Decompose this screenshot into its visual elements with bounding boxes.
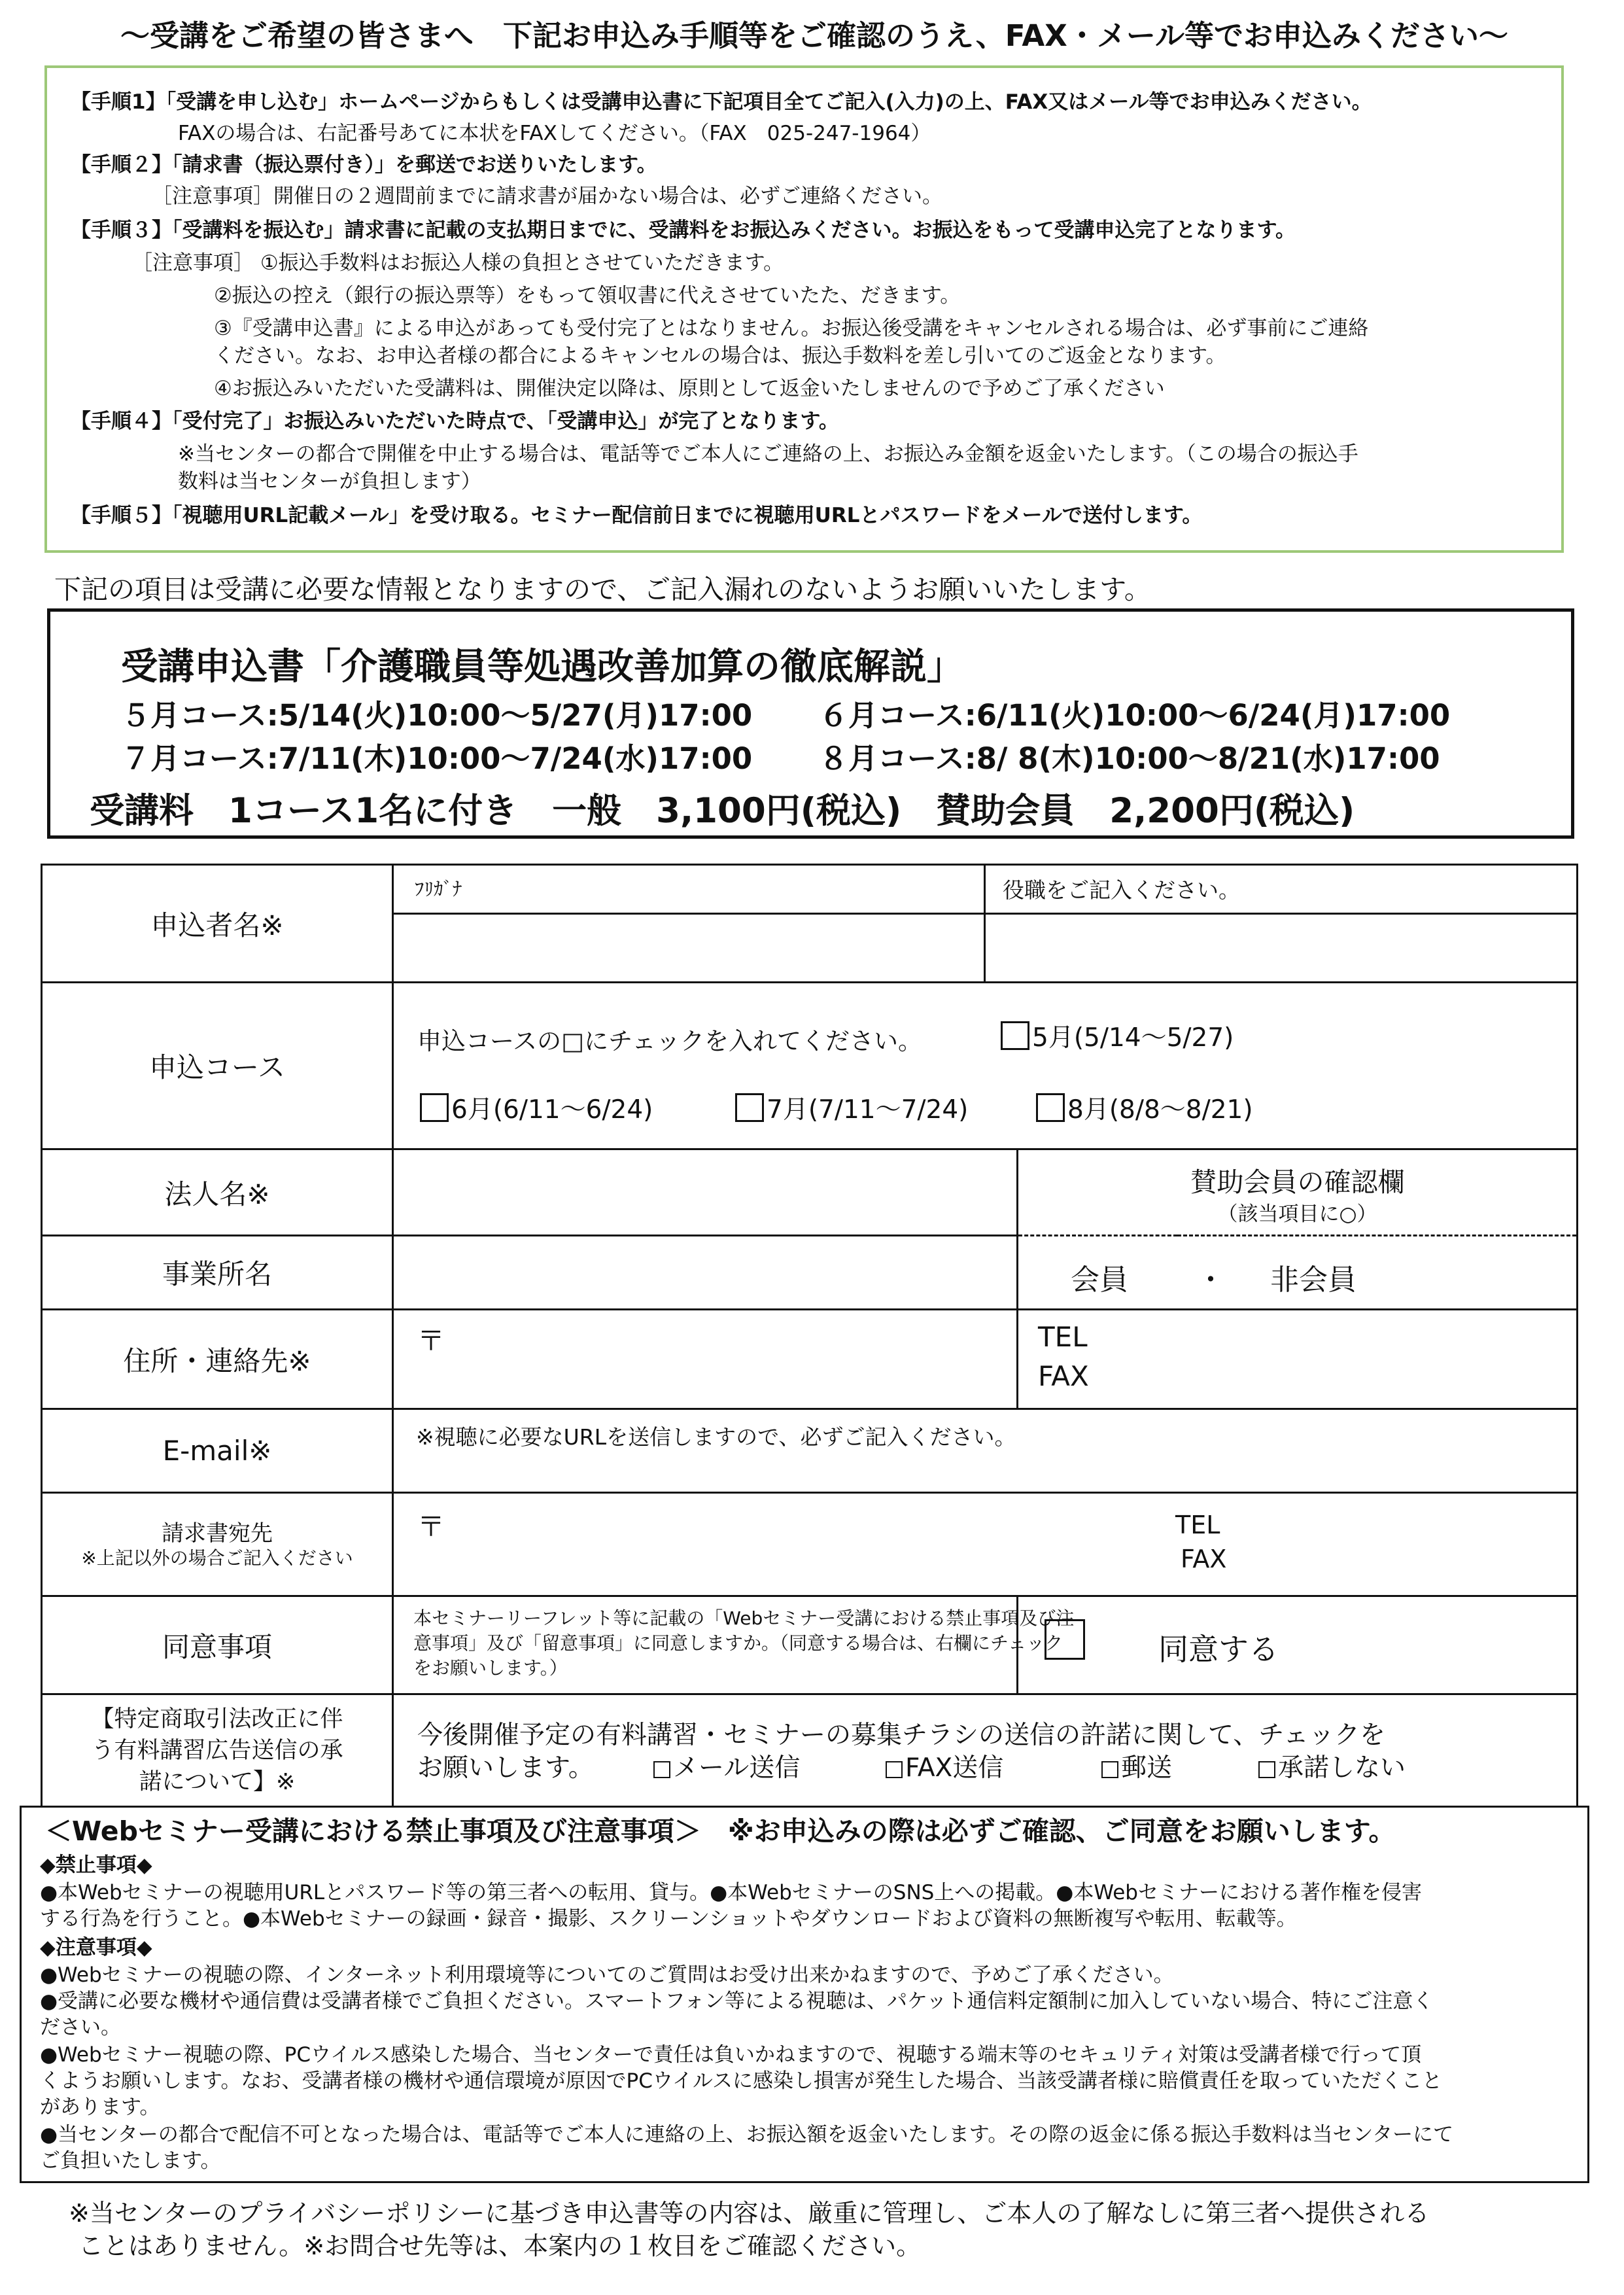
- invoice-postal-mark: 〒: [417, 1511, 445, 1543]
- furigana-field[interactable]: [393, 865, 985, 914]
- ad-option-refuse[interactable]: 承諾しない: [1258, 1747, 1406, 1784]
- rules-title: ＜Webセミナー受講における禁止事項及び注意事項＞ ※お申込みの際は必ずご確認、ご同意をお願いします。: [45, 1815, 1396, 1847]
- checkbox-icon[interactable]: [1258, 1761, 1275, 1778]
- procedure-step4-note-b: 数料は当センターが負担します）: [178, 470, 481, 493]
- checkbox-icon[interactable]: [735, 1093, 764, 1122]
- ad-consent-label-line3: 諾について】※: [139, 1768, 296, 1795]
- consent-text-line1: 本セミナーリーフレット等に記載の「Webセミナー受講における禁止事項及び注: [413, 1607, 1075, 1629]
- caution-line4b: ご負担いたします。: [40, 2149, 221, 2173]
- course-cell: [393, 983, 1578, 1149]
- invoice-address-field[interactable]: [393, 1493, 1578, 1596]
- email-note: ※視聴に必要なURLを送信しますので、必ずご記入ください。: [416, 1424, 1016, 1450]
- checkbox-icon[interactable]: [1101, 1761, 1118, 1778]
- office-field[interactable]: [393, 1236, 1018, 1310]
- ad-option-post[interactable]: 郵送: [1101, 1747, 1172, 1784]
- ad-option-email[interactable]: メール送信: [653, 1747, 800, 1784]
- phone-fax-field[interactable]: [1018, 1310, 1578, 1409]
- member-separator: ・: [1196, 1263, 1225, 1297]
- course-fee: 受講料 1コース1名に付き 一般 3,100円(税込) 賛助会員 2,200円(税込): [90, 791, 1355, 831]
- procedure-step2: 【手順２】「請求書（振込票付き）」を郵送でお送りいたします。: [71, 153, 657, 177]
- member-confirm-cell: [1018, 1149, 1578, 1236]
- caution-line2b: ださい。: [40, 2016, 121, 2039]
- course-label: 申込コース: [42, 983, 393, 1149]
- checkbox-icon[interactable]: [1001, 1021, 1029, 1050]
- member-status-cell: [1018, 1236, 1578, 1310]
- course-jul: ７月コース:7/11(木)10:00～7/24(水)17:00: [121, 741, 753, 776]
- course-aug: ８月コース:8/ 8(木)10:00～8/21(水)17:00: [819, 741, 1440, 776]
- member-confirm-sub: （該当項目に○）: [1217, 1202, 1377, 1226]
- procedure-step3-note3b: ください。なお、お申込者様の都合によるキャンセルの場合は、振込手数料を差し引いてのご返金となります。: [214, 344, 1226, 368]
- procedure-box: [44, 65, 1564, 553]
- applicant-name-label: 申込者名※: [42, 865, 393, 983]
- consent-agree-label: 同意する: [1158, 1632, 1279, 1667]
- caution-line2a: ●受講に必要な機材や通信費は受講者様でご負担ください。スマートフォン等による視聴は、パケット通信料定額制に加入していない場合、特にご注意く: [40, 1989, 1434, 2013]
- checkbox-icon[interactable]: [653, 1761, 670, 1778]
- procedure-step2-note: ［注意事項］開催日の２週間前までに請求書が届かない場合は、必ずご連絡ください。: [152, 184, 942, 208]
- invoice-sub: ※上記以外の場合ご記入ください: [81, 1547, 353, 1569]
- fax-label: FAX: [1038, 1360, 1089, 1392]
- email-field[interactable]: [393, 1409, 1578, 1493]
- course-option-jun[interactable]: 6月(6/11～6/24): [420, 1089, 653, 1126]
- procedure-step1-note: FAXの場合は、右記番号あてに本状をFAXしてください。（FAX 025-247-1964）: [178, 122, 931, 145]
- prohibited-line2: する行為を行うこと。●本Webセミナーの録画・録音・撮影、スクリーンショットやダウンロードおよび資料の無断複写や転用、転載等。: [40, 1907, 1297, 1931]
- tel-label: TEL: [1038, 1321, 1088, 1353]
- intro-text: 下記の項目は受講に必要な情報となりますので、ご記入漏れのないようお願いいたします。: [54, 574, 1151, 605]
- application-form: [41, 864, 1578, 1808]
- privacy-note-line2: ことはありません。※お問合せ先等は、本案内の１枚目をご確認ください。: [78, 2232, 922, 2260]
- ad-consent-label-line2: う有料講習広告送信の承: [91, 1737, 343, 1764]
- caution-line4a: ●当センターの都合で配信不可となった場合は、電話等でご本人に連絡の上、お振込額を返金いたします。その際の返金に係る振込手数料は当センターにて: [40, 2123, 1454, 2146]
- ad-consent-text-line1: 今後開催予定の有料講習・セミナーの募集チラシの送信の許諾に関して、チェックを: [417, 1721, 1386, 1750]
- procedure-step3-note3a: ③『受講申込書』による申込があっても受付完了とはなりません。お振込後受講をキャンセルされる場合は、必ず事前にご連絡: [214, 317, 1369, 340]
- page-header: ～受講をご希望の皆さまへ 下記お申込み手順等をご確認のうえ、FAX・メール等でお申込みください～: [120, 18, 1508, 53]
- title-box: [47, 608, 1574, 839]
- position-hint-cell: [985, 865, 1578, 914]
- email-label: E-mail※: [42, 1409, 393, 1493]
- consent-text-line2: 意事項」及び「留意事項」に同意しますか。（同意する場合は、右欄にチェック: [413, 1632, 1063, 1654]
- address-field[interactable]: [393, 1310, 1018, 1409]
- address-label: 住所・連絡先※: [42, 1310, 393, 1409]
- office-label: 事業所名: [42, 1236, 393, 1310]
- furigana-label: ﾌﾘｶﾞﾅ: [415, 878, 462, 900]
- member-confirm-title: 賛助会員の確認欄: [1190, 1166, 1405, 1198]
- form-title: 受講申込書「介護職員等処遇改善加算の徹底解説」: [121, 646, 963, 688]
- checkbox-icon[interactable]: [420, 1093, 449, 1122]
- applicant-name-field[interactable]: [393, 914, 985, 983]
- position-field[interactable]: [985, 914, 1578, 983]
- corporation-field[interactable]: [393, 1149, 1018, 1236]
- member-option[interactable]: 会員: [1071, 1263, 1128, 1297]
- procedure-step4-note-a: ※当センターの都合で開催を中止する場合は、電話等でご本人にご連絡の上、お振込み金額を返金いたします。（この場合の振込手: [178, 442, 1358, 466]
- procedure-step3-note2: ②振込の控え（銀行の振込票等）をもって領収書に代えさせていたた、だきます。: [214, 284, 961, 307]
- prohibited-line1: ●本Webセミナーの視聴用URLとパスワード等の第三者への転用、貸与。●本WebセミナーのSNS上への掲載。●本Webセミナーにおける著作権を侵害: [40, 1881, 1422, 1904]
- caution-line3b: くようお願いします。なお、受講者様の機材や通信環境が原因でPCウイルスに感染し損害が発生した場合、当該受講者様に賠償責任を取っていただくこと: [40, 2069, 1442, 2093]
- caution-line3c: があります。: [40, 2095, 160, 2119]
- course-jun: ６月コース:6/11(火)10:00～6/24(月)17:00: [819, 698, 1451, 733]
- postal-mark: 〒: [417, 1325, 445, 1357]
- consent-check-cell[interactable]: [1018, 1596, 1578, 1694]
- non-member-option[interactable]: 非会員: [1270, 1263, 1356, 1297]
- checkbox-icon[interactable]: [886, 1761, 903, 1778]
- ad-consent-label-line1: 【特定商取引法改正に伴: [91, 1706, 343, 1732]
- invoice-label-cell: [42, 1493, 393, 1596]
- rules-box: [20, 1806, 1589, 2183]
- prohibited-heading: ◆禁止事項◆: [40, 1853, 152, 1877]
- invoice-fax-label: FAX: [1181, 1545, 1227, 1573]
- course-option-aug[interactable]: 8月(8/8～8/21): [1036, 1089, 1253, 1126]
- ad-consent-text-line2: お願いします。: [417, 1753, 594, 1783]
- procedure-step1: 【手順1】「受講を申し込む」ホームページからもしくは受講申込書に下記項目全てご記入(入力)の上、FAX又はメール等でお申込みください。: [71, 90, 1372, 114]
- course-option-jul[interactable]: 7月(7/11～7/24): [735, 1089, 968, 1126]
- position-hint: 役職をご記入ください。: [1003, 877, 1240, 903]
- ad-consent-cell: [393, 1694, 1578, 1807]
- ad-option-fax[interactable]: FAX送信: [886, 1747, 1003, 1784]
- consent-text-line3: をお願いします。）: [413, 1657, 568, 1679]
- invoice-label: 請求書宛先: [162, 1520, 273, 1547]
- caution-line1: ●Webセミナーの視聴の際、インターネット利用環境等についてのご質問はお受け出来かねますので、予めご了承ください。: [40, 1963, 1174, 1987]
- checkbox-icon[interactable]: [1036, 1093, 1065, 1122]
- consent-label: 同意事項: [42, 1596, 393, 1694]
- course-option-may[interactable]: 5月(5/14～5/27): [1001, 1017, 1234, 1054]
- consent-text-cell: [393, 1596, 1075, 1694]
- corporation-label: 法人名※: [42, 1149, 393, 1236]
- caution-heading: ◆注意事項◆: [40, 1936, 152, 1959]
- procedure-step3-note1: ［注意事項］ ①振込手数料はお振込人様の負担とさせていただきます。: [132, 251, 784, 275]
- procedure-step3-note4: ④お振込みいただいた受講料は、開催決定以降は、原則として返金いたしませんので予めご了承ください: [214, 377, 1165, 400]
- course-instruction: 申込コースの□にチェックを入れてください。: [417, 1027, 922, 1055]
- invoice-tel-label: TEL: [1175, 1511, 1220, 1539]
- privacy-note-line1: ※当センターのプライバシーポリシーに基づき申込書等の内容は、厳重に管理し、ご本人の了解なしに第三者へ提供される: [69, 2199, 1430, 2228]
- consent-checkbox-icon[interactable]: [1045, 1619, 1085, 1660]
- ad-consent-label-cell: [42, 1694, 393, 1807]
- course-may: ５月コース:5/14(火)10:00～5/27(月)17:00: [121, 698, 753, 733]
- procedure-step3: 【手順３】「受講料を振込む」請求書に記載の支払期日までに、受講料をお振込みください。お振込をもって受講申込完了となります。: [71, 219, 1296, 242]
- caution-line3a: ●Webセミナー視聴の際、PCウイルス感染した場合、当センターで責任は負いかねますので、視聴する端末等のセキュリティ対策は受講者様で行って頂: [40, 2043, 1422, 2067]
- procedure-step4: 【手順４】「受付完了」お振込みいただいた時点で、「受講申込」が完了となります。: [71, 410, 839, 433]
- procedure-step5: 【手順５】「視聴用URL記載メール」を受け取る。セミナー配信前日までに視聴用URLとパスワードをメールで送付します。: [71, 504, 1203, 527]
